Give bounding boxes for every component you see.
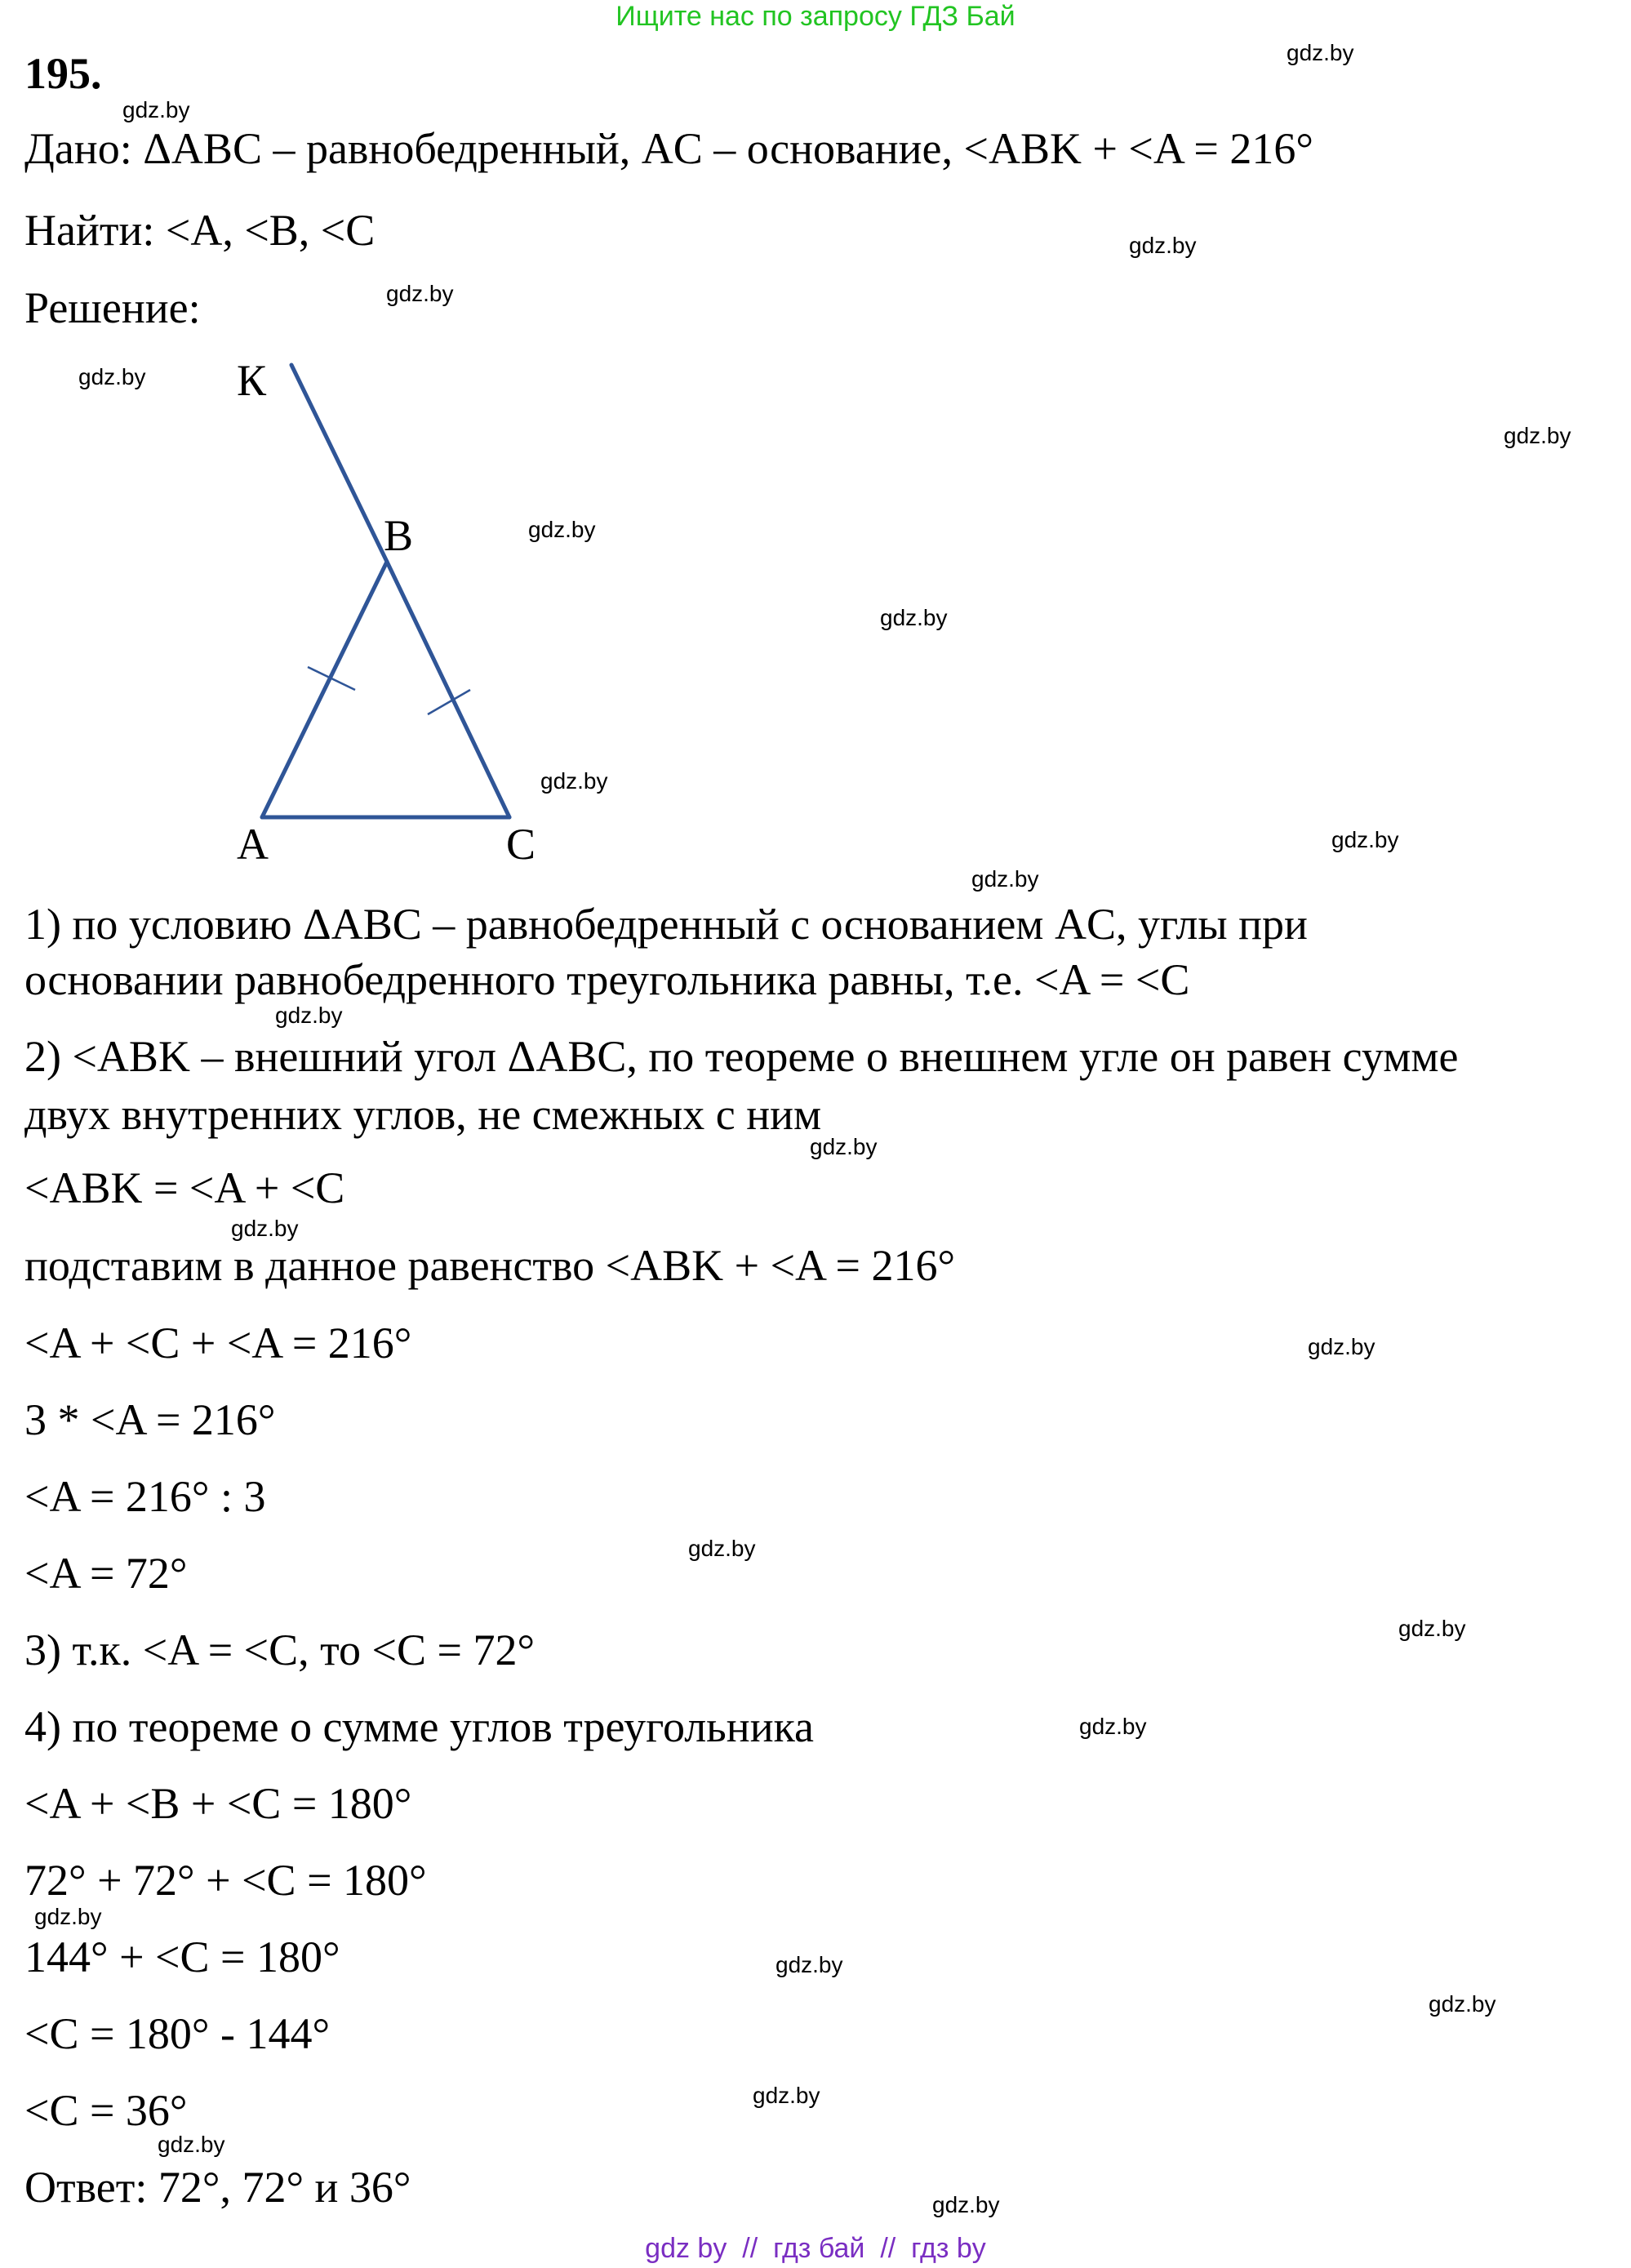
vertex-label-B: B (384, 511, 414, 560)
watermark: gdz.by (1287, 40, 1354, 65)
answer-line: Ответ: 72°, 72° и 36° (24, 2163, 411, 2212)
footer-separator: // (880, 2233, 896, 2264)
watermark: gdz.by (880, 605, 948, 630)
watermark: gdz.by (528, 517, 596, 542)
solution-line: 2) <ABK – внешний угол ΔABC, по теореме о внешнем угле он равен сумме (24, 1032, 1459, 1081)
watermark: gdz.by (122, 97, 190, 122)
footer-link-gdz-by-cyr[interactable]: гдз by (911, 2233, 986, 2264)
solution-line: <ABK = <A + <C (24, 1163, 345, 1212)
watermark: gdz.by (776, 1952, 843, 1977)
vertex-label-K: К (237, 356, 267, 405)
watermark: gdz.by (932, 2192, 1000, 2217)
solution-line: подставим в данное равенство <ABK + <A = 216° (24, 1241, 956, 1290)
solution-line: 72° + 72° + <C = 180° (24, 1856, 427, 1905)
solution-line: <C = 180° - 144° (24, 2009, 331, 2058)
solution-line: <A = 72° (24, 1549, 188, 1598)
header-search-text: Ищите нас по запросу ГДЗ Бай (616, 1, 1015, 32)
watermark: gdz.by (753, 2083, 820, 2108)
solution-line: 3) т.к. <A = <C, то <C = 72° (24, 1625, 536, 1674)
watermark: gdz.by (971, 866, 1039, 892)
solution-line: двух внутренних углов, не смежных с ним (24, 1090, 822, 1139)
watermark: gdz.by (386, 281, 454, 306)
watermark: gdz.by (1429, 1991, 1496, 2017)
given-line: Дано: ΔABC – равнобедренный, AC – основание, <ABK + <A = 216° (24, 124, 1313, 173)
solution-line: <C = 36° (24, 2086, 188, 2135)
find-line: Найти: <A, <B, <C (24, 206, 376, 255)
watermark: gdz.by (810, 1134, 878, 1159)
triangle-figure (0, 0, 1631, 898)
segment-KB (291, 365, 387, 562)
watermark: gdz.by (34, 1904, 102, 1929)
solution-line: 4) по теореме о сумме углов треугольника (24, 1702, 814, 1751)
watermark: gdz.by (78, 364, 146, 389)
solution-line: <A + <C + <A = 216° (24, 1319, 412, 1367)
watermark: gdz.by (1079, 1714, 1147, 1739)
task-number: 195. (24, 49, 102, 98)
watermark: gdz.by (275, 1003, 343, 1028)
segment-AB (262, 562, 387, 817)
vertex-label-C: C (506, 820, 536, 869)
solution-line: <A + <B + <C = 180° (24, 1779, 412, 1828)
solution-line: 1) по условию ΔABC – равнобедренный с основанием AC, углы при (24, 900, 1308, 949)
solution-label: Решение: (24, 283, 201, 332)
watermark: gdz.by (158, 2132, 225, 2157)
tick-mark-AB (308, 667, 355, 690)
footer-links (0, 2232, 1631, 2265)
vertex-label-A: A (237, 820, 269, 869)
footer-link-gdz-bai[interactable]: гдз бай (773, 2233, 865, 2264)
segment-BC (387, 562, 509, 817)
solution-line: 3 * <A = 216° (24, 1395, 276, 1444)
watermark: gdz.by (688, 1536, 756, 1561)
watermark: gdz.by (1331, 827, 1399, 852)
solution-line: 144° + <C = 180° (24, 1932, 340, 1981)
watermark: gdz.by (1398, 1616, 1466, 1641)
watermark: gdz.by (1308, 1334, 1375, 1359)
watermark: gdz.by (1129, 233, 1197, 258)
watermark: gdz.by (540, 768, 608, 794)
watermark: gdz.by (231, 1216, 299, 1241)
solution-line: основании равнобедренного треугольника равны, т.е. <A = <C (24, 955, 1190, 1004)
footer-separator: // (742, 2233, 758, 2264)
solution-line: <A = 216° : 3 (24, 1472, 266, 1521)
footer-link-gdz-by[interactable]: gdz by (645, 2233, 727, 2264)
watermark: gdz.by (1504, 423, 1571, 448)
